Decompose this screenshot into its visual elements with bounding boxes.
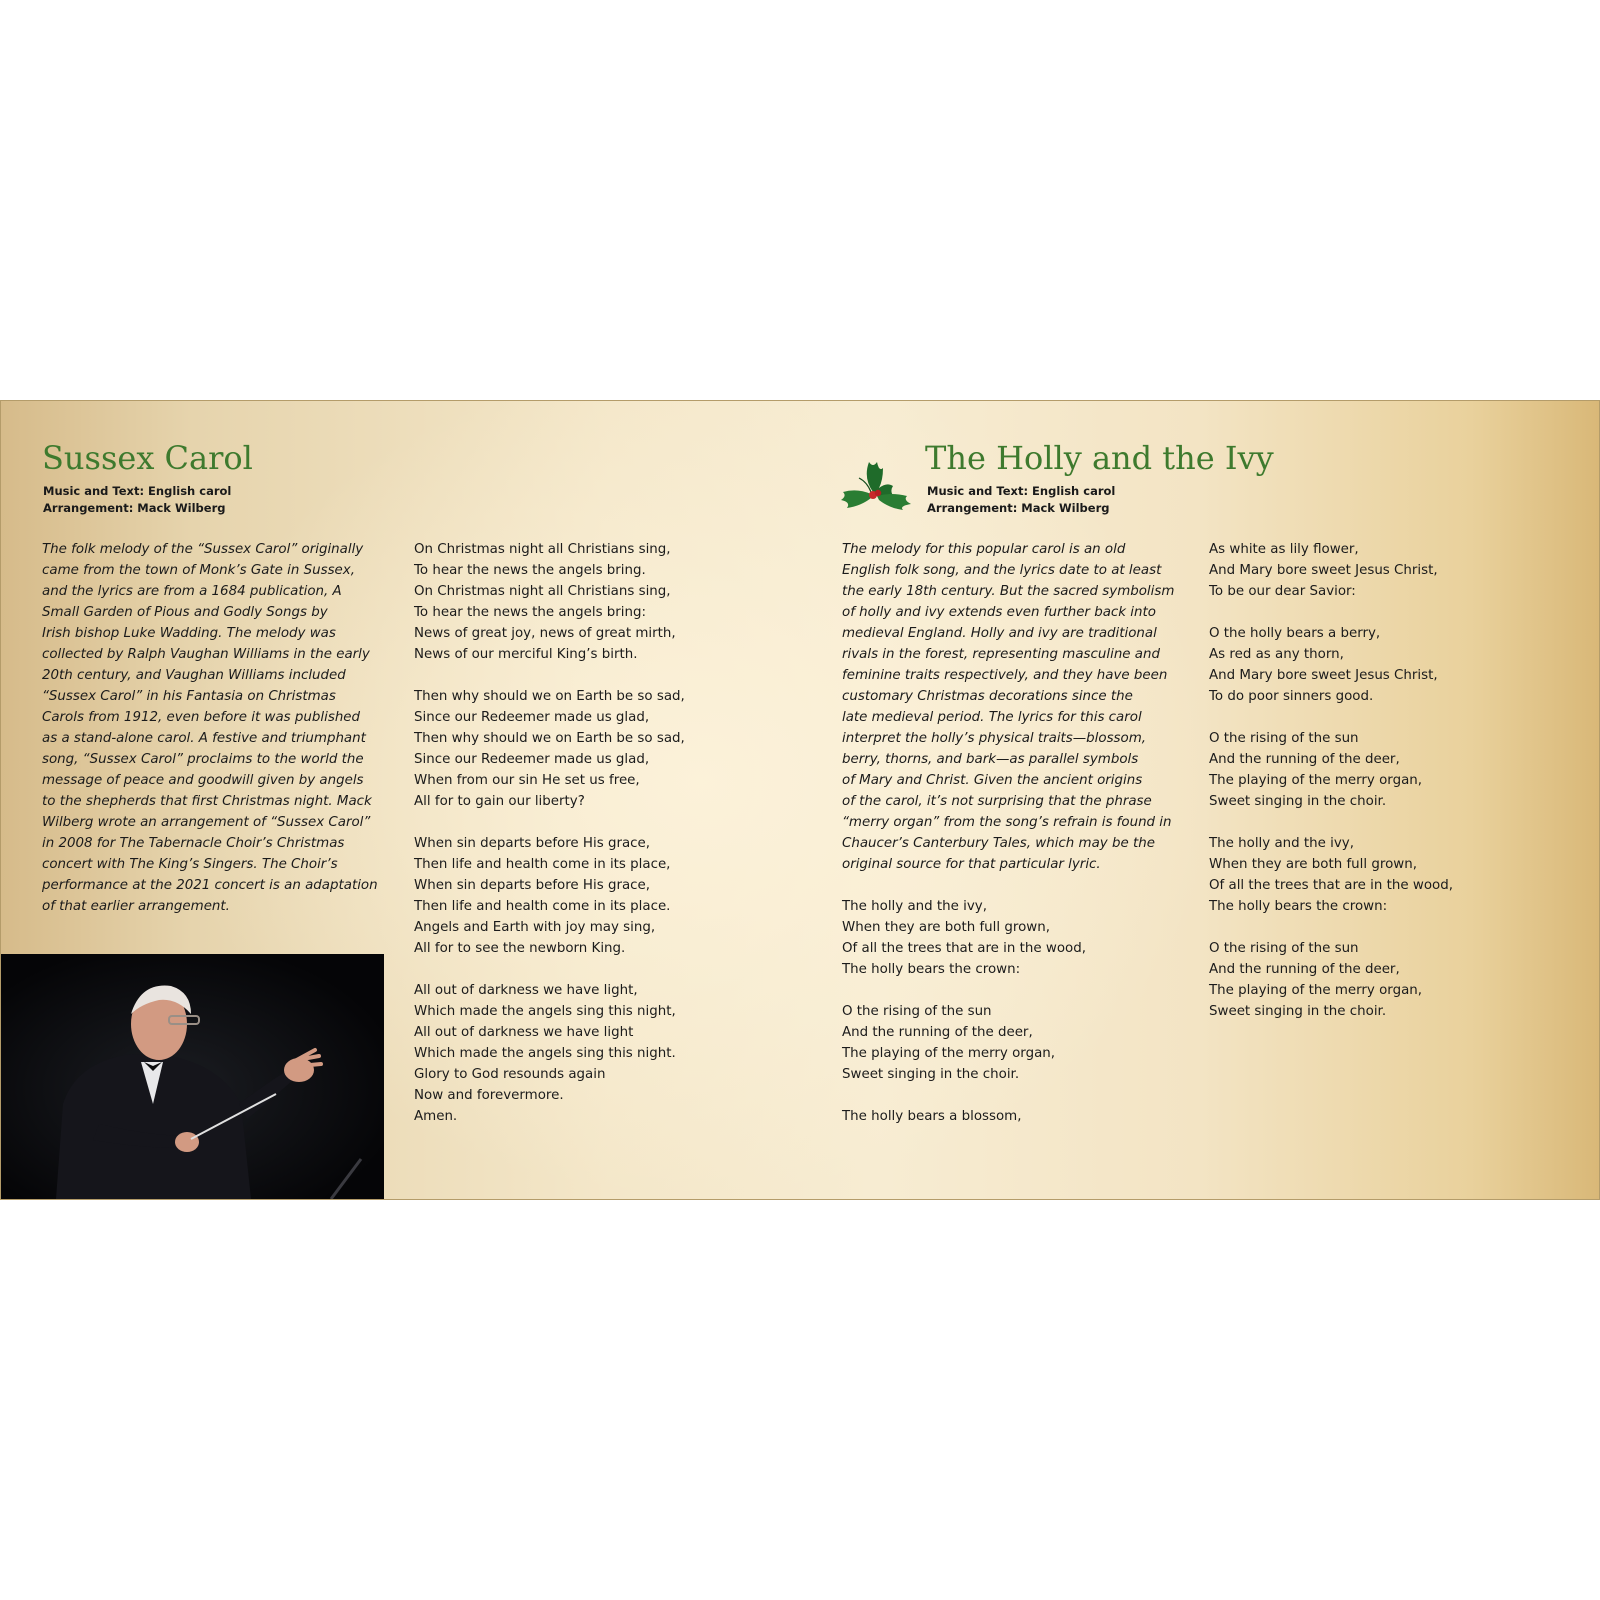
text-line: To do poor sinners good. [1209,689,1374,704]
text-line: And the running of the deer, [842,1025,1033,1040]
text-line: late medieval period. The lyrics for this carol [842,710,1142,725]
text-line: rivals in the forest, representing masculine and [842,647,1160,662]
text-line: The playing of the merry organ, [842,1046,1056,1061]
text-line: Angels and Earth with joy may sing, [414,920,656,935]
text-line: To hear the news the angels bring: [414,605,647,620]
text-line: When they are both full grown, [842,920,1050,935]
text-line: And Mary bore sweet Jesus Christ, [1209,563,1438,578]
sussex-carol-notes [42,539,378,917]
text-line: feminine traits respectively, and they have been [842,668,1168,683]
text-line [1209,917,1453,938]
text-line: The playing of the merry organ, [1209,983,1423,998]
text-line: concert with The King’s Singers. The Choir’s [42,857,338,872]
text-line: collected by Ralph Vaughan Williams in the early [42,647,370,662]
music-credit: Music and Text: English carol [927,484,1116,498]
conductor-illustration [1,954,384,1199]
text-line: Then why should we on Earth be so sad, [414,689,685,704]
text-line: And the running of the deer, [1209,752,1400,767]
text-line: Carols from 1912, even before it was published [42,710,361,725]
text-line: message of peace and goodwill given by angels [42,773,364,788]
text-line [414,959,685,980]
text-line: Amen. [414,1109,458,1124]
holly-and-ivy-notes [842,539,1174,875]
text-line: O the holly bears a berry, [1209,626,1381,641]
text-line: Then why should we on Earth be so sad, [414,731,685,746]
text-line: 20th century, and Vaughan Williams included [42,668,346,683]
text-line: Sweet singing in the choir. [842,1067,1020,1082]
text-line: customary Christmas decorations since the [842,689,1133,704]
text-line: Since our Redeemer made us glad, [414,710,650,725]
text-line: of the carol, it’s not surprising that the phrase [842,794,1152,809]
text-line: in 2008 for The Tabernacle Choir’s Christmas [42,836,345,851]
text-line: of Mary and Christ. Given the ancient origins [842,773,1143,788]
text-line: All for to gain our liberty? [414,794,585,809]
arrangement-credit: Arrangement: Mack Wilberg [43,501,226,515]
text-line: medieval England. Holly and ivy are traditional [842,626,1157,641]
text-line: and the lyrics are from a 1684 publication, A [42,584,342,599]
text-line: Small Garden of Pious and Godly Songs by [42,605,328,620]
text-line: the early 18th century. But the sacred symbolism [842,584,1175,599]
text-line: When sin departs before His grace, [414,878,651,893]
conductor-photo [1,954,384,1199]
holly-and-ivy-lyrics-part-1 [842,896,1086,1127]
holly-icon [823,448,923,512]
text-line: came from the town of Monk’s Gate in Sussex, [42,563,355,578]
text-line: berry, thorns, and bark—as parallel symbols [842,752,1139,767]
text-line: The holly bears the crown: [842,962,1021,977]
text-line: And Mary bore sweet Jesus Christ, [1209,668,1438,683]
text-line [1209,602,1453,623]
text-line: Of all the trees that are in the wood, [1209,878,1453,893]
text-line: As white as lily flower, [1209,542,1359,557]
text-line: The holly bears a blossom, [842,1109,1022,1124]
text-line: Now and forevermore. [414,1088,564,1103]
text-line: Then life and health come in its place. [414,899,671,914]
text-line: News of our merciful King’s birth. [414,647,638,662]
text-line: original source for that particular lyric. [842,857,1101,872]
text-line: Wilberg wrote an arrangement of “Sussex Carol” [42,815,371,830]
text-line [842,1085,1086,1106]
text-line: to the shepherds that first Christmas night. Mack [42,794,372,809]
text-line: The playing of the merry organ, [1209,773,1423,788]
holly-and-ivy-title: The Holly and the Ivy [925,439,1274,477]
text-line: interpret the holly’s physical traits—blossom, [842,731,1147,746]
text-line [414,665,685,686]
text-line: When they are both full grown, [1209,857,1417,872]
holly-and-ivy-lyrics-part-2 [1209,539,1453,1022]
text-line: The melody for this popular carol is an old [842,542,1126,557]
text-line: News of great joy, news of great mirth, [414,626,676,641]
text-line: Sweet singing in the choir. [1209,1004,1387,1019]
arrangement-credit: Arrangement: Mack Wilberg [927,501,1110,515]
text-line: On Christmas night all Christians sing, [414,584,671,599]
text-line: “merry organ” from the song’s refrain is found in [842,815,1172,830]
text-line: O the rising of the sun [842,1004,992,1019]
text-line: When from our sin He set us free, [414,773,640,788]
program-spread [0,400,1600,1200]
text-line: Sweet singing in the choir. [1209,794,1387,809]
text-line: To be our dear Savior: [1209,584,1356,599]
text-line: as a stand-alone carol. A festive and triumphant [42,731,366,746]
text-line: The holly bears the crown: [1209,899,1388,914]
holly-and-ivy-credits [927,483,1115,517]
text-line: All out of darkness we have light [414,1025,634,1040]
text-line: of that earlier arrangement. [42,899,230,914]
sussex-carol-credits [43,483,231,517]
text-line: On Christmas night all Christians sing, [414,542,671,557]
text-line: Since our Redeemer made us glad, [414,752,650,767]
text-line: Then life and health come in its place, [414,857,671,872]
text-line: All for to see the newborn King. [414,941,626,956]
text-line: Chaucer’s Canterbury Tales, which may be the [842,836,1155,851]
text-line: performance at the 2021 concert is an adaptation [42,878,378,893]
text-line: “Sussex Carol” in his Fantasia on Christmas [42,689,336,704]
text-line: As red as any thorn, [1209,647,1344,662]
text-line [414,812,685,833]
text-line: The holly and the ivy, [1209,836,1354,851]
music-credit: Music and Text: English carol [43,484,232,498]
text-line: Of all the trees that are in the wood, [842,941,1086,956]
text-line: O the rising of the sun [1209,941,1359,956]
sussex-carol-title: Sussex Carol [42,439,253,477]
text-line [842,980,1086,1001]
text-line: And the running of the deer, [1209,962,1400,977]
text-line: O the rising of the sun [1209,731,1359,746]
text-line: English folk song, and the lyrics date to at least [842,563,1162,578]
text-line: To hear the news the angels bring. [414,563,646,578]
text-line: Which made the angels sing this night. [414,1046,676,1061]
text-line: Which made the angels sing this night, [414,1004,676,1019]
text-line: The folk melody of the “Sussex Carol” originally [42,542,364,557]
text-line [1209,707,1453,728]
text-line: When sin departs before His grace, [414,836,651,851]
text-line: The holly and the ivy, [842,899,987,914]
text-line: song, “Sussex Carol” proclaims to the world the [42,752,364,767]
sussex-carol-lyrics [414,539,685,1127]
text-line: All out of darkness we have light, [414,983,638,998]
text-line: Irish bishop Luke Wadding. The melody was [42,626,336,641]
text-line [1209,812,1453,833]
text-line: of holly and ivy extends even further back into [842,605,1156,620]
text-line: Glory to God resounds again [414,1067,606,1082]
